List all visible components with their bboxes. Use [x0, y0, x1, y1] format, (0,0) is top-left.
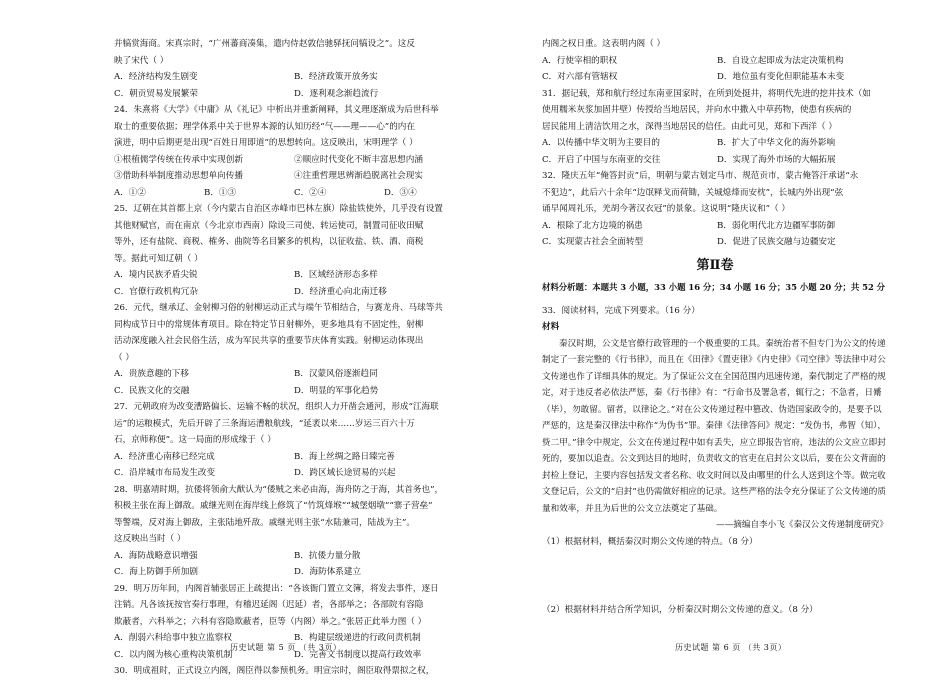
stem-line: 注销。凡各该抚按官奏行事理，有稽迟延阁（迟延）者，各部举之；各部院有容隐	[114, 600, 424, 610]
option-b: B．抗倭力量分散	[294, 550, 361, 561]
stem-line: 使用糯米灰浆加固井壁）传授给当地居民，并向水中撒入中草药物，使患有疾病的	[542, 105, 852, 115]
stem-line: 29．明万历年间，内阁首辅张居正上疏提出：“各该衙门置立文簿，将发去事件，逐日	[114, 583, 439, 594]
question-31	[542, 86, 888, 169]
question-26	[114, 300, 478, 399]
stem-line: 内阁之权日重。这表明内阁（ ）	[542, 39, 666, 49]
stem-line: 欺蔽者，六科举之；六科有容隐欺蔽者，臣等（内阁）举之。”张居正此举力图（ ）	[114, 616, 427, 627]
option-a: A．①②	[114, 187, 146, 198]
stem-line: 27．元朝政府为改变漕路偏长、运输不畅的状况，组织人力开凿会通河，形成“江海联	[114, 402, 439, 412]
option-d: D．逐利观念渐趋流行	[294, 88, 379, 99]
material-text: 秦汉时期，公文是官僚行政管理的一个极重要的工具。秦统治者不但专门为公文的传递制定了一套完整的《行书律》，而且在《田律》《置吏律》《内史律》《司空律》等法律中对公文传递也作了详细具体的规定。为了保证公文在全国范围内迅速传递，秦代制定了严格的规定，对于违反者必依法严惩，秦《行书律》有：“行命书及署急者，辄行之；不急者，日觱（毕），勿敢留。留者，以律论之。”对在公文传递过程中篡改、伪造国家政令的，是要予以严惩的，这是秦汉律法中称作“为伪书”罪。秦律《法律答问》规定：“发伪书，弗智（知），赀二甲。”律令中规定，公文在传递过程中如有丢失，应立即报告官府，违法的公文应立即封死的，要加以追查。公文到达目的地时，负责收文的官吏在启封公文以后，要在公文背面的封检上登记，主要内容包括发文者名称、收文时间以及由哪里的什么人送到这个等。做完收文登记后，公文的“启封”也仍需做好相应的记录。这些严格的法令充分保证了公文传递的质量和效率，并且为后世的公文立法奠定了基础。	[542, 338, 887, 514]
option-a: A．海防战略意识增强	[114, 550, 198, 561]
left-column	[114, 36, 478, 680]
stem-line: 等警端，反对海上御敌，主张陆地歼敌。戚继光则主张“水陆兼司，陆战为主”。	[114, 517, 415, 528]
question-24	[114, 102, 478, 201]
material-source: ——摘编自李小飞《秦汉公文传递制度研究》	[716, 520, 888, 530]
stem-line: 不犯边”，此后六十余年“边氓释戈而荷锄，关城熄烽而安枕”，长城内外出现“弦	[542, 187, 844, 198]
sub-question-1: （1）根据材料，概括秦汉时期公文传递的特点。（8 分）	[542, 536, 758, 547]
section-note: 材料分析题：本题共 3 小题，33 小题 16 分；34 小题 16 分；35 小题 20 分；共 52 分	[542, 281, 886, 292]
stem-line: 24．朱熹将《大学》《中庸》从《礼记》中析出并重新阐释，其义理逐渐成为后世科举	[114, 105, 439, 115]
stem-line: 居民能用上清洁饮用之水，深得当地居民的信任。由此可见，郑和下西洋（ ）	[542, 121, 837, 132]
right-column	[542, 36, 888, 619]
stem-line: 25．辽朝在其首都上京（今内蒙古自治区赤峰市巴林左旗）除盐铁使外，几乎没有设置	[114, 204, 443, 214]
option-b: B．区域经济形态多样	[294, 270, 378, 280]
option-b: B．经济政策开放务实	[294, 72, 378, 82]
question-27	[114, 399, 478, 482]
option-d: D．跨区域长途贸易的兴起	[294, 468, 396, 478]
stem-line: 积极主张在海上御敌。戚继光则在海岸线上修筑了“竹筑烽堠”“城堡烟墩”“寨子营垒”	[114, 501, 433, 511]
option-c: C．②④	[294, 187, 327, 198]
option-d: D．促进了民族交融与边疆安定	[717, 237, 836, 247]
section-title: 第Ⅱ卷	[696, 257, 734, 273]
stem-line: 活动深度融入社会民俗生活，成为军民共享的重要节庆体育实践。射柳运动体现出	[114, 336, 424, 346]
option-a: A．削弱六科给事中独立监察权	[114, 633, 232, 643]
footer-page-5: 历史试题 第 5 页 （共 3页）	[230, 643, 342, 652]
option-a: A．以传播中华文明为主要目的	[542, 138, 660, 148]
stem-line: 等。据此可知辽朝（ ）	[114, 253, 203, 264]
question-28	[114, 482, 478, 581]
statement-3: ③借助科举制度推动思想单向传播	[114, 171, 243, 181]
question-32	[542, 168, 888, 251]
stem-line: （ ）	[114, 352, 134, 363]
option-d: D．实现了海外市场的大幅拓展	[717, 154, 836, 165]
spacer	[542, 295, 888, 303]
stem-line: 同构成节日中的常规体育项目。除在特定节日射柳外，更多地具有不固定性，射柳	[114, 319, 424, 330]
statement-4: ④注重哲理思辨渐趋脱离社会现实	[294, 171, 423, 181]
material-label: 材料	[542, 322, 560, 332]
options	[114, 366, 478, 399]
option-d: D．海防体系建立	[294, 567, 362, 577]
option-b: B．扩大了中华文化的海外影响	[717, 138, 836, 148]
stem-line: 诵早闻周礼乐，羌胡今著汉衣冠”的景象。这说明“隆庆议和”（ ）	[542, 204, 790, 214]
option-a: A．贵族意趣的下移	[114, 369, 189, 379]
option-d: D．③④	[384, 187, 417, 198]
stem-line: 石，京师称便”。这一局面的形成缘于（ ）	[114, 435, 276, 445]
question-30	[114, 663, 478, 680]
option-d: D．完善文书制度以提高行政效率	[294, 649, 422, 660]
footer-page-6: 历史试题 第 6 页 （共 3页）	[675, 643, 787, 652]
stem-line: 取士的重要依据；理学体系中关于世界本源的认知历经“气——理——心”的内在	[114, 121, 415, 132]
option-c: C．民族文化的交融	[114, 385, 190, 396]
option-a: A．根除了北方边境的祸患	[542, 220, 643, 231]
question-33-title: 33．阅读材料，完成下列要求。（16 分）	[542, 305, 700, 316]
option-a: A．经济结构发生剧变	[114, 72, 198, 82]
option-c: C．开启了中国与东南亚的交往	[542, 154, 661, 165]
question-23-continued	[114, 36, 478, 102]
option-d: D．经济重心向北南迁移	[294, 286, 387, 297]
option-b: B．①③	[204, 187, 237, 198]
stem-line: 其他财赋官，而在南京（今北京市西南）除设三司使、转运使司，制置司征收田赋	[114, 220, 424, 231]
answer-space-1[interactable]	[542, 550, 888, 602]
stem-line: 等外，还有盐院、商税、榷务、曲院等名目繁多的机构，以征收盐、铁、酒、商税	[114, 237, 424, 247]
option-c: C．朝贡贸易发展繁荣	[114, 88, 198, 99]
option-d: D．明显的军事化趋势	[294, 385, 379, 396]
option-b: B．弱化明代北方边疆军事防御	[717, 220, 836, 231]
option-c: C．以内阁为核心重构决策机制	[114, 649, 233, 660]
sub-question-2: （2）根据材料并结合所学知识，分析秦汉时期公文传递的意义。（8 分）	[542, 605, 818, 615]
stem-line: 28．明嘉靖时期，抗倭将领俞大猷认为“倭贼之来必由海，海舟防之于海，其首务也”，	[114, 484, 444, 495]
statement-2: ②顺应时代变化不断丰富思想内涵	[294, 154, 423, 165]
option-b: B．汉蒙风俗逐渐趋同	[294, 369, 378, 379]
option-b: B．构建层级递进的行政问责机制	[294, 633, 421, 643]
question-30-continued	[542, 36, 888, 86]
question-25	[114, 201, 478, 300]
option-a: A．境内民族矛盾尖锐	[114, 270, 198, 280]
statement-1: ①根植儒学传统在传承中实现创新	[114, 154, 243, 165]
option-c: C．实现蒙古社会全面转型	[542, 237, 644, 247]
option-c: C．海上防御手所加剧	[114, 567, 198, 577]
options	[114, 548, 478, 581]
stem-line: 运”的运粮模式，先后开辟了三条海运漕粮航线，“延袤以来……岁运三百六十万	[114, 418, 415, 429]
stem-line: 32．隆庆五年“俺答封贡”后，明朝与蒙古划定马市、规范贡市，蒙古俺答汗承诺“永	[542, 171, 859, 181]
option-a: A．经济重心南移已经完成	[114, 451, 215, 462]
stem-line: 30．明成祖时，正式设立内阁，阁臣得以参预机务。明宣宗时，阁臣取得票拟之权，	[114, 666, 435, 676]
option-d: D．地位虽有变化但职能基本未变	[717, 72, 845, 82]
options	[114, 267, 478, 300]
stem-line: 这反映出当时（ ）	[114, 534, 186, 544]
option-c: C．官僚行政机构冗杂	[114, 286, 198, 297]
options	[542, 218, 888, 251]
stem-line: 并犒赏海商。宋真宗时，“广州蕃商凑集，遣内侍赵敦信驰驿抚问犒设之”。这反	[114, 39, 415, 49]
stem-line: 映了宋代（ ）	[114, 55, 169, 66]
stem-line: 演进，明中后期更是出现“百姓日用即道”的思想转向。这反映出，宋明理学（ ）	[114, 138, 418, 148]
stem-line: 26．元代，继承辽、金射柳习俗的射柳运动正式与端午节相结合，与赛龙舟、马球等共	[114, 303, 443, 313]
options	[114, 185, 478, 202]
options	[542, 53, 888, 86]
option-c: C．对六部有管辖权	[542, 72, 618, 82]
options	[542, 135, 888, 168]
option-b: B．海上丝绸之路日臻完善	[294, 451, 395, 462]
options	[114, 449, 478, 482]
options	[114, 69, 478, 102]
statements	[114, 152, 478, 185]
stem-line: 31．据记载，郑和航行经过东南亚国家时，在所到处挺井，将明代先进的挖井技术（如	[542, 88, 871, 99]
option-c: C．沿岸城市布局发生改变	[114, 468, 216, 478]
option-b: B．自设立起即成为法定决策机构	[717, 55, 844, 66]
option-a: A．行使宰相的职权	[542, 55, 617, 66]
